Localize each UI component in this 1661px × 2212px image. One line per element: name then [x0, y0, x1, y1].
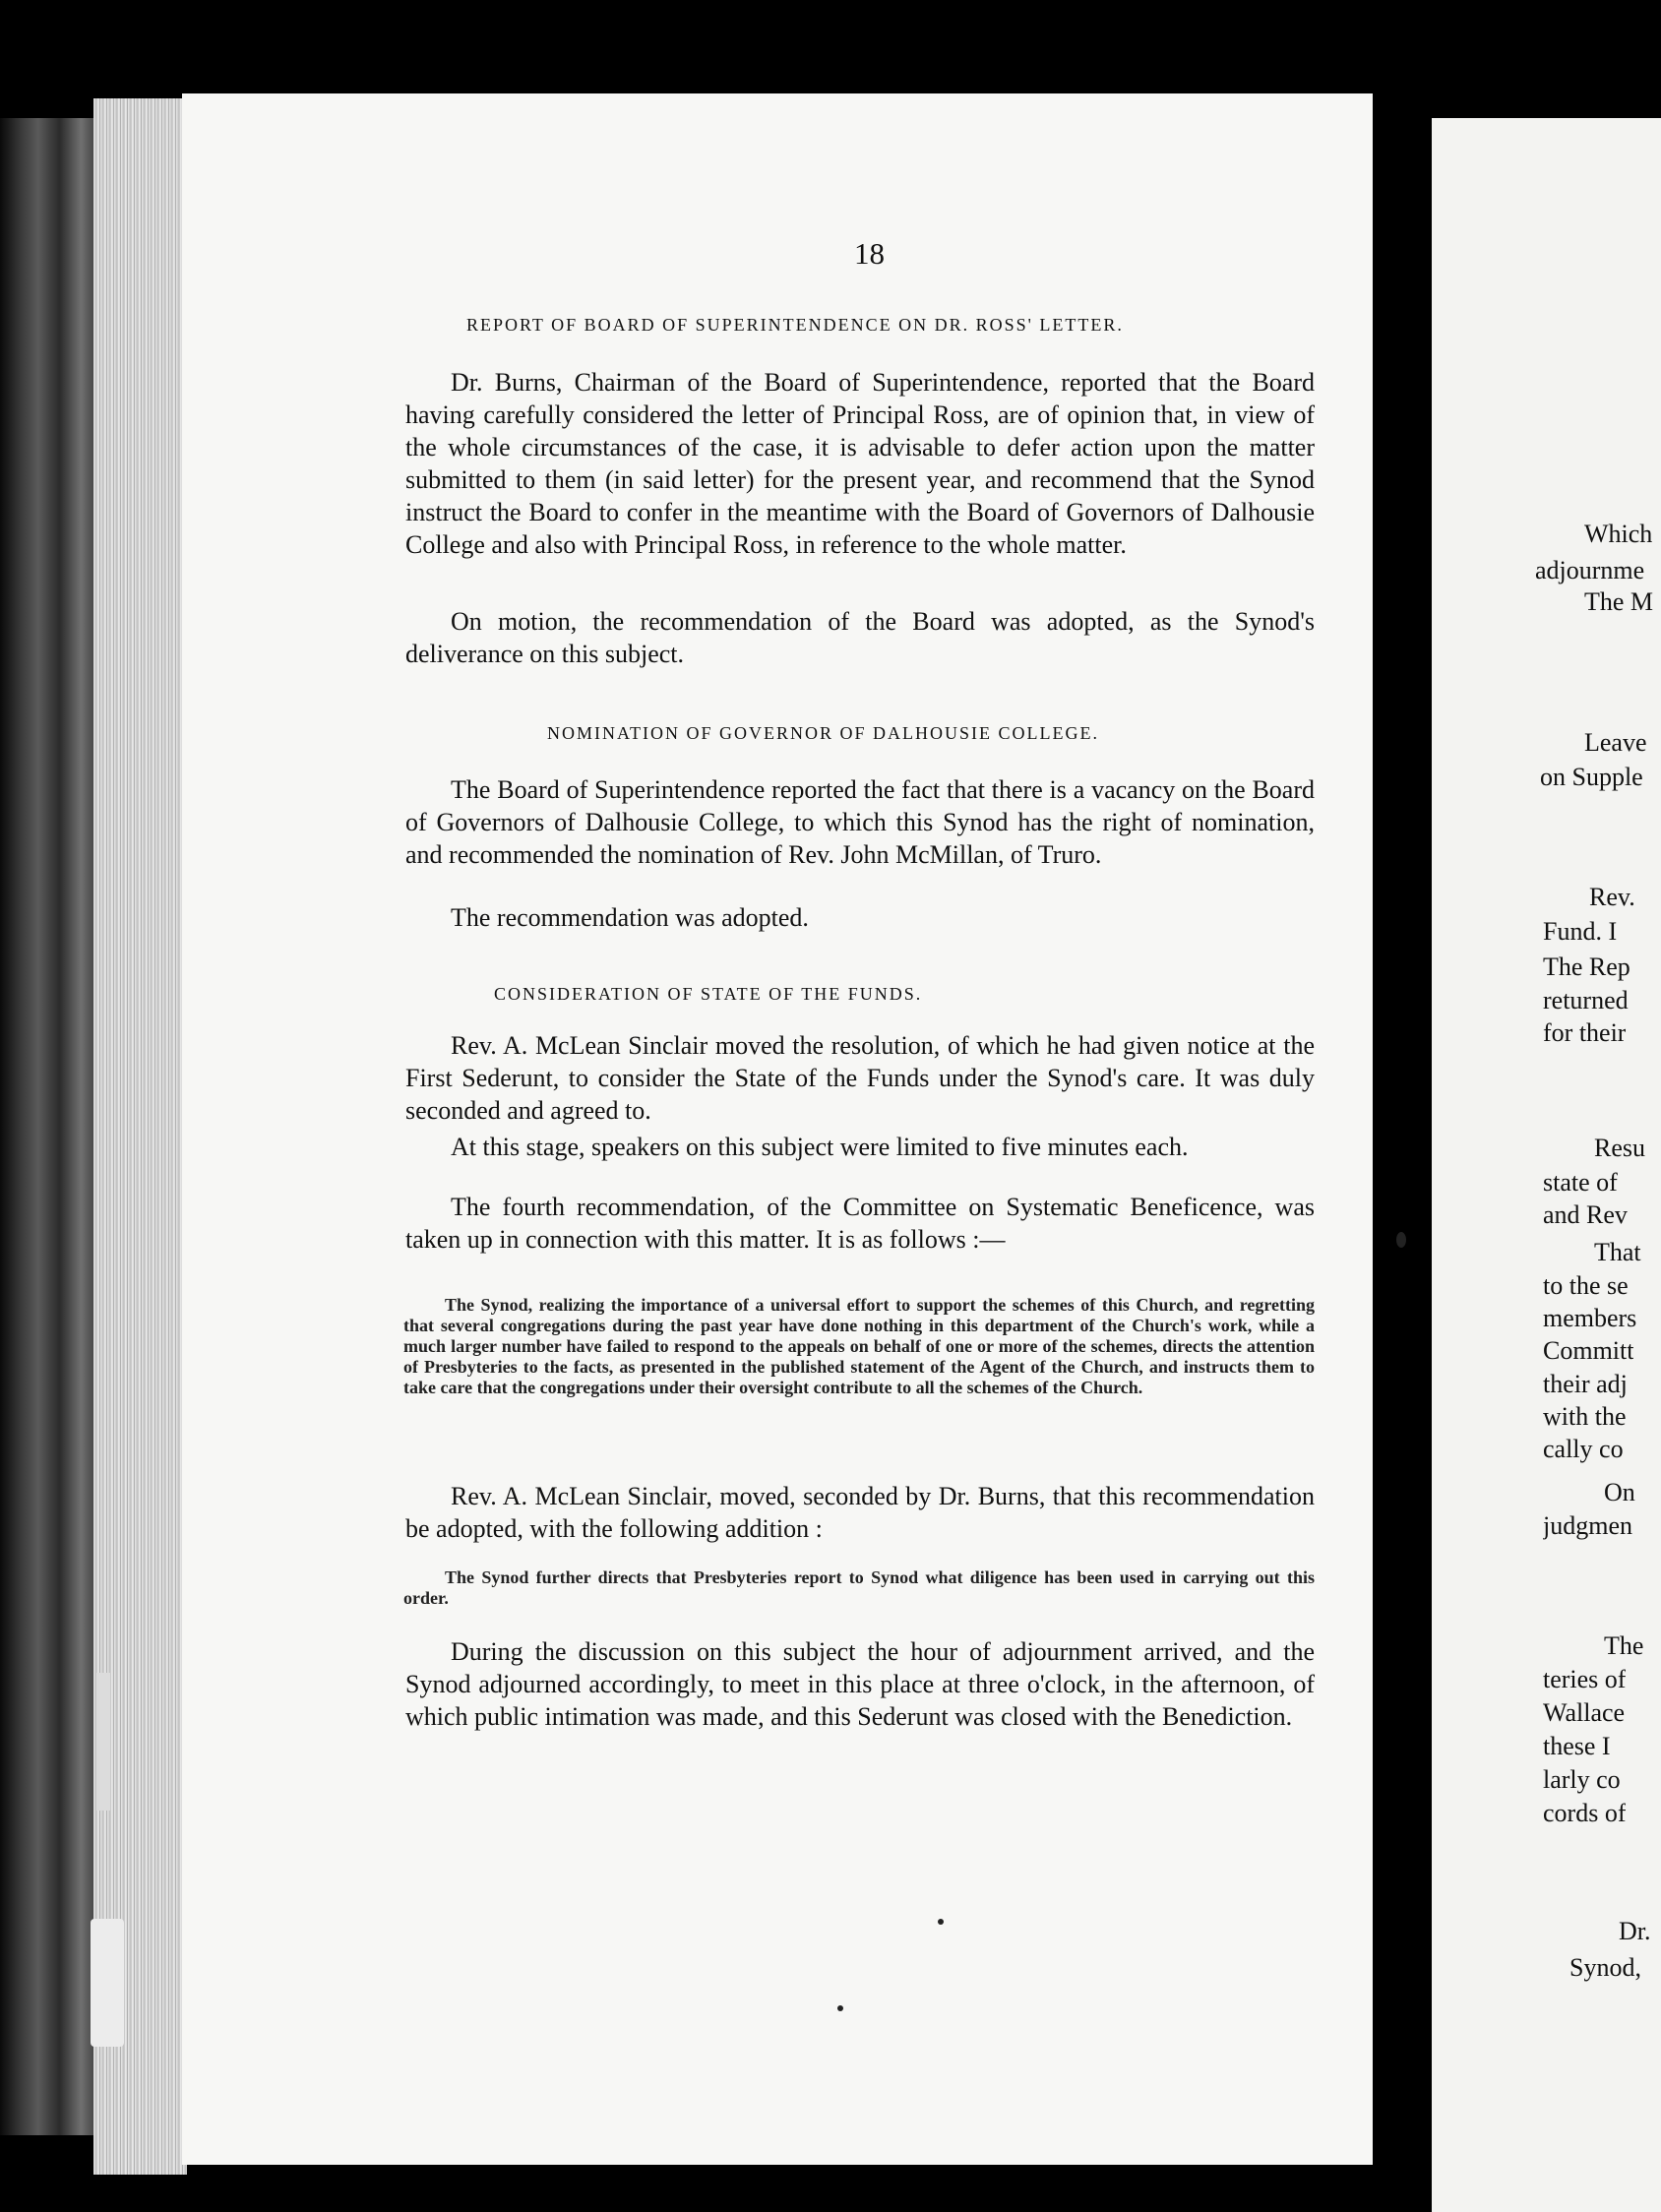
paragraph: The fourth recommendation, of the Committee on Systematic Beneficence, was taken up in connection with this matter. It is as follows :— [405, 1193, 1315, 1254]
right-page-fragment: Synod, [1569, 1953, 1641, 1982]
right-page-fragment: Which [1584, 520, 1653, 548]
right-page-fragment: returned [1543, 986, 1629, 1014]
paragraph-closing: During the discussion on this subject the hour of adjournment arrived, and the Synod adjourned accordingly, to meet in this place at three o'clock, in the afternoon, of which public intimation was made, and this Sederunt was closed with the Benediction. [405, 1637, 1315, 1731]
quoted-addition: The Synod further directs that Presbyteries report to Synod what diligence has been used in carrying out this order. [403, 1567, 1315, 1608]
book-spine [0, 118, 108, 2135]
right-page-fragment: Resu [1594, 1134, 1645, 1162]
right-page-fragment: adjournme [1535, 556, 1645, 584]
right-page-fragment: for their [1543, 1018, 1627, 1047]
right-page-fragment: Rev. [1589, 883, 1635, 911]
right-page-fragment: to the se [1543, 1271, 1629, 1300]
right-page-fragment: with the [1543, 1402, 1627, 1431]
paragraph: On motion, the recommendation of the Board was adopted, as the Synod's deliverance on this subject. [405, 607, 1315, 668]
right-page-cropped [1432, 118, 1661, 2212]
right-page-fragment: The M [1584, 587, 1654, 616]
right-page-fragment: Wallace [1543, 1698, 1626, 1727]
right-page-fragment: state of [1543, 1168, 1618, 1197]
speck [837, 2005, 843, 2011]
section-heading-nomination: NOMINATION OF GOVERNOR OF DALHOUSIE COLLEGE. [547, 723, 1099, 743]
page-tab-marker-lower [91, 1919, 124, 2047]
right-page-fragment: on Supple [1540, 763, 1643, 791]
speck [1396, 1232, 1406, 1248]
right-page-fragment: The [1604, 1631, 1644, 1660]
right-page-fragment: On [1604, 1478, 1635, 1506]
paragraph: Dr. Burns, Chairman of the Board of Superintendence, reported that the Board having carefully considered the letter of Principal Ross, are of opinion that, in view of the whole circumstances of the case, it is advisable to defer action upon the matter submitted to them (in said letter) for the present year, and recommend that the Synod instruct the Board to confer in the meantime with the Board of Governors of Dalhousie College and also with Principal Ross, in reference to the whole matter. [405, 368, 1315, 559]
right-page-fragment: That [1594, 1238, 1641, 1266]
section-heading-ross-letter: REPORT OF BOARD OF SUPERINTENDENCE ON DR. ROSS' LETTER. [466, 315, 1124, 335]
right-page-fragment: members [1543, 1304, 1637, 1332]
paragraph: The recommendation was adopted. [451, 903, 809, 932]
paragraph: Rev. A. McLean Sinclair moved the resolution, of which he had given notice at the First Sederunt, to consider the State of the Funds under the Synod's care. It was duly seconded and agreed to. [405, 1031, 1315, 1125]
right-page-fragment: their adj [1543, 1370, 1628, 1398]
paragraph: The Board of Superintendence reported the fact that there is a vacancy on the Board of Governors of Dalhousie College, to which this Synod has the right of nomination, and recommended the nomination of Rev. John McMillan, of Truro. [405, 775, 1315, 869]
right-page-fragment: cords of [1543, 1799, 1627, 1827]
quoted-recommendation: The Synod, realizing the importance of a universal effort to support the schemes of this Church, and regretting that several congregations during the past year have done nothing in this department of the Church's work, while a much larger number have failed to respond to the appeals on behalf of one or more of the schemes, directs the attention of Presbyteries to the facts, as presented in the published statement of the Agent of the Church, and instructs them to take care that the congregations under their oversight contribute to all the schemes of the Church. [403, 1295, 1315, 1397]
paragraph: Rev. A. McLean Sinclair, moved, seconded by Dr. Burns, that this recommendation be adopted, with the following addition : [405, 1482, 1315, 1543]
right-page-fragment: cally co [1543, 1435, 1624, 1463]
right-page-fragment: judgmen [1543, 1511, 1632, 1540]
right-page-fragment: The Rep [1543, 952, 1630, 981]
right-page-fragment: Leave [1584, 728, 1647, 757]
page-tab-marker [96, 1673, 110, 1811]
right-page-fragment: Committ [1543, 1336, 1634, 1365]
right-page-fragment: and Rev [1543, 1200, 1628, 1229]
section-heading-funds: CONSIDERATION OF STATE OF THE FUNDS. [494, 984, 923, 1004]
speck [938, 1919, 944, 1925]
right-page-fragment: larly co [1543, 1765, 1621, 1794]
page-edges [93, 98, 187, 2175]
right-page-fragment: teries of [1543, 1665, 1627, 1693]
right-page-fragment: these I [1543, 1732, 1611, 1760]
right-page-fragment: Fund. I [1543, 917, 1618, 946]
right-page-fragment: Dr. [1619, 1917, 1651, 1945]
page-number: 18 [854, 236, 885, 271]
paragraph: At this stage, speakers on this subject were limited to five minutes each. [451, 1133, 1189, 1161]
